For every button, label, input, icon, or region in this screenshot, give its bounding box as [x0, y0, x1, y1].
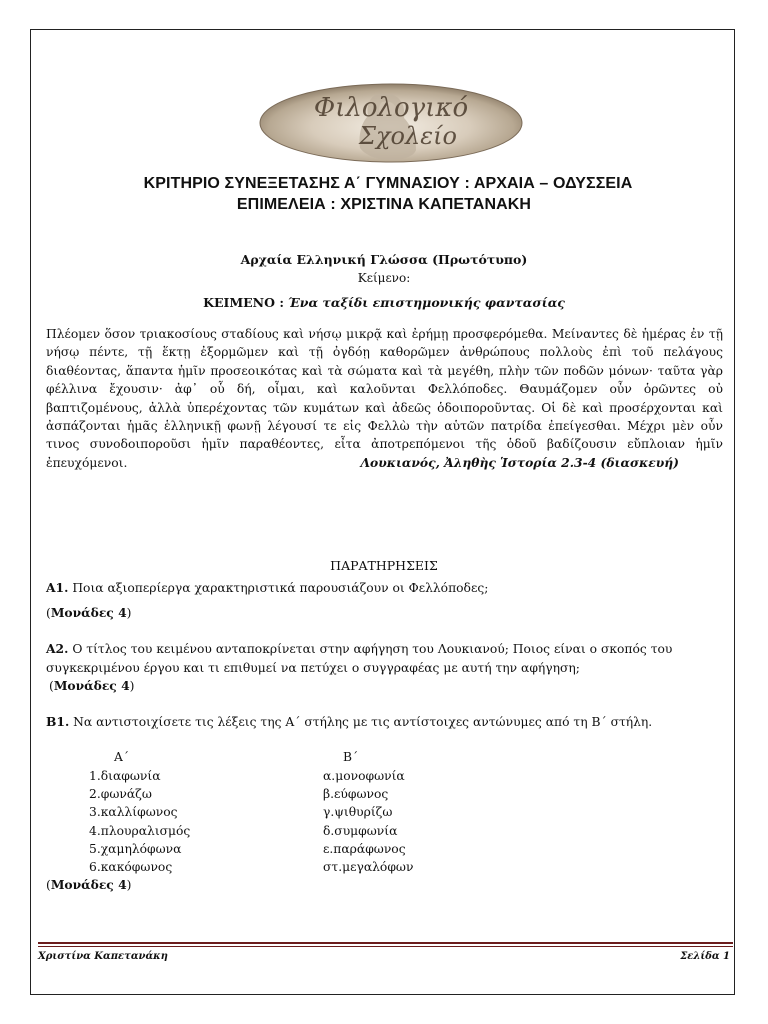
text-title-prefix: ΚΕΙΜΕΝΟ :: [203, 295, 284, 310]
column-a-header: Α΄: [114, 750, 130, 764]
question-b1-points: (Μονάδες 4): [46, 877, 132, 892]
list-item: ε.παράφωνος: [323, 841, 406, 856]
question-a2-points: (Μονάδες 4): [49, 678, 135, 693]
title-line-1: ΚΡΙΤΗΡΙΟ ΣΥΝΕΞΕΤΑΣΗΣ Α΄ ΓΥΜΝΑΣΙΟΥ : ΑΡΧΑΙΑ – ΟΔΥΣΣΕΙΑ: [143, 175, 633, 192]
question-a1: [46, 579, 726, 598]
passage-source: Λουκιανός, Ἀληθὴς Ἱστορία 2.3-4 (διασκευή): [360, 454, 679, 470]
footer-rule-thick: [38, 942, 733, 944]
list-item: β.εύφωνος: [323, 787, 389, 802]
question-b1-label: Β1.: [46, 714, 70, 729]
question-a2-label: Α2.: [46, 641, 69, 656]
question-b1: [46, 713, 726, 732]
list-item: γ.ψιθυρίζω: [323, 805, 393, 820]
list-item: 1.διαφωνία: [89, 769, 161, 783]
question-a2: [46, 640, 726, 677]
svg-text:Σχολείο: Σχολείο: [359, 122, 457, 150]
text-label: Κείμενο:: [357, 271, 411, 285]
text-title-italic: Ένα ταξίδι επιστημονικής φαντασίας: [287, 295, 565, 310]
question-a2-points-label: Μονάδες 4: [53, 678, 130, 693]
footer-rule-thin: [38, 946, 733, 947]
question-a1-label: Α1.: [46, 580, 69, 595]
list-item: 4.πλουραλισμός: [89, 823, 191, 838]
svg-text:Φιλολογικό: Φιλολογικό: [313, 93, 469, 123]
list-item: 3.καλλίφωνος: [89, 805, 178, 820]
observations-heading: ΠΑΡΑΤΗΡΗΣΕΙΣ: [330, 558, 438, 573]
subject-heading: Αρχαία Ελληνική Γλώσσα (Πρωτότυπο): [240, 252, 528, 267]
list-item: 6.κακόφωνος: [89, 860, 173, 875]
list-item: δ.συμφωνία: [323, 823, 398, 838]
text-title: [40, 295, 728, 310]
footer-author: Χριστίνα Καπετανάκη: [38, 951, 168, 962]
list-item: α.μονοφωνία: [323, 769, 405, 783]
question-b1-points-label: Μονάδες 4: [50, 877, 127, 892]
list-item: στ.μεγαλόφων: [323, 860, 414, 875]
school-logo: [258, 82, 524, 164]
title-line-2: ΕΠΙΜΕΛΕΙΑ : ΧΡΙΣΤΙΝΑ ΚΑΠΕΤΑΝΑΚΗ: [236, 196, 532, 213]
question-a1-points-label: Μονάδες 4: [50, 605, 127, 620]
footer-page-number: Σελίδα 1: [680, 951, 730, 962]
column-b-header: Β΄: [343, 750, 359, 764]
list-item: 5.χαμηλόφωνα: [89, 841, 182, 856]
column-b-list: [323, 767, 413, 876]
passage-text: Πλέομεν ὅσον τριακοσίους σταδίους καὶ νήσῳ μικρᾷ καὶ ἐρήμῃ προσφερόμεθα. Μείναντες δὲ ἡμέρας ἐν τῇ νήσῳ πέντε, τῇ ἕκτῃ ἐξορμῶμεν καὶ τῇ ὀγδόῃ καθορῶμεν ἀνθρώπους πολλοὺς ἐπὶ τοῦ πελάγους διαθέοντας, ἅπαντα ἡμῖν προσεοικότας καὶ τὰ σώματα καὶ τὰ μεγέθη, πλὴν τῶν ποδῶν μόνων· ταῦτα γὰρ φέλλινα ἔχουσιν· ἀφ᾽ οὗ δή, οἶμαι, καὶ καλοῦνται Φελλόποδες. Θαυμάζομεν οὖν ὁρῶντες οὐ βαπτιζομένους, ἀλλὰ ὑπερέχοντας τῶν κυμάτων καὶ ἀδεῶς ὁδοιποροῦντας. Οἱ δὲ καὶ προσέρχονται καὶ ἀσπάζονται ἡμᾶς ἑλληνικῇ φωνῇ λέγουσί τε εἰς Φελλὼ τὴν αὑτῶν πατρίδα ἐπείγεσθαι. Μέχρι μὲν οὖν τινος συνοδοιποροῦσι ἡμῖν παραθέοντες, εἶτα ἀποτρεπόμενοι τῆς ὁδοῦ βαδίζουσιν εὔπλοιαν ἡμῖν ἐπευχόμενοι.: [46, 327, 723, 470]
question-b1-text: Να αντιστοιχίσετε τις λέξεις της Α΄ στήλης με τις αντίστοιχες αντώνυμες από τη Β΄ στήλη.: [73, 715, 653, 729]
list-item: 2.φωνάζω: [89, 787, 152, 802]
question-a1-text: Ποια αξιοπερίεργα χαρακτηριστικά παρουσιάζουν οι Φελλόποδες;: [72, 581, 489, 595]
exam-title: [40, 173, 728, 215]
question-a2-text: Ο τίτλος του κειμένου ανταποκρίνεται στην αφήγηση του Λουκιανού; Ποιος είναι ο σκοπός του συγκεκριμένου έργου και τι επιθυμεί να πετύχει ο συγγραφέας με αυτή την αφήγηση;: [46, 642, 673, 675]
column-a-list: [89, 767, 190, 876]
question-a1-points: (Μονάδες 4): [46, 605, 132, 620]
ancient-greek-passage: [46, 325, 723, 472]
